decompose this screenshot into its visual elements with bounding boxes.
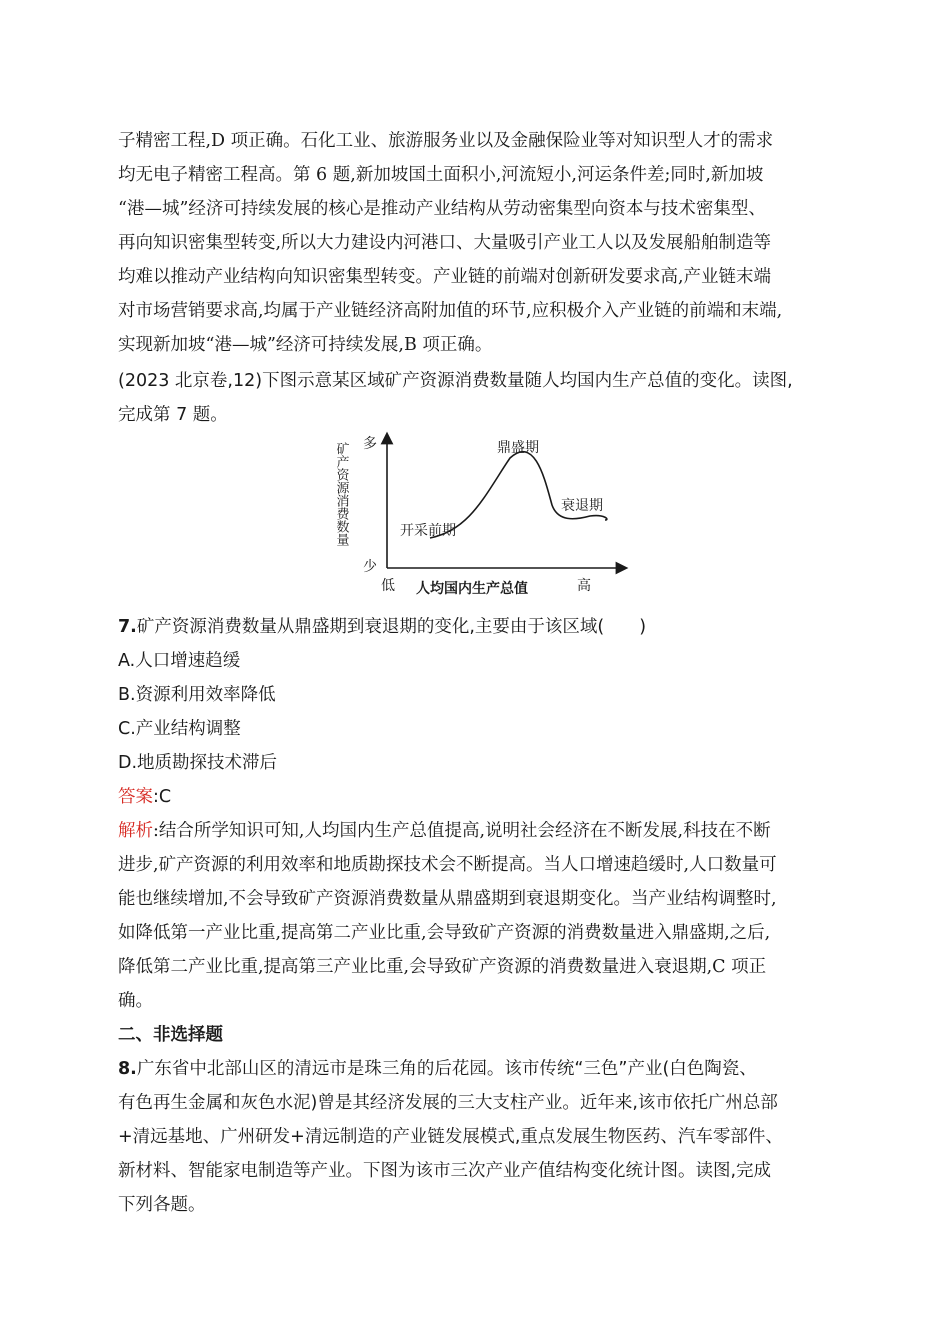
x-axis-min-label: 低	[381, 578, 395, 594]
text-line: 均无电子精密工程高。第 6 题,新加坡国土面积小,河流短小,河运条件差;同时,新加坡	[118, 165, 764, 185]
answer-label: 答案	[118, 787, 153, 807]
answer-value: C	[158, 787, 172, 807]
x-axis-max-label: 高	[577, 578, 591, 594]
text-line: 8.广东省中北部山区的清远市是珠三角的后花园。该市传统“三色”产业(白色陶瓷、	[118, 1059, 757, 1079]
intro-paragraph	[118, 124, 834, 362]
stage-label-decline: 衰退期	[561, 498, 603, 514]
text-line: 降低第二产业比重,提高第三产业比重,会导致矿产资源的消费数量进入衰退期,C 项正	[118, 957, 767, 977]
text-line: 再向知识密集型转变,所以大力建设内河港口、大量吸引产业工人以及发展船舶制造等	[118, 233, 772, 253]
answer-separator: :	[153, 787, 159, 807]
question-7-stem	[118, 610, 646, 644]
x-axis-title: 人均国内生产总值	[416, 581, 528, 597]
text-line: 新材料、智能家电制造等产业。下图为该市三次产业产值结构变化统计图。读图,完成	[118, 1161, 772, 1181]
answer-line	[118, 780, 171, 814]
option-b: B.资源利用效率降低	[118, 685, 276, 705]
text-line: 确。	[118, 991, 153, 1011]
question-source	[118, 364, 834, 432]
text-line: “港—城”经济可持续发展的核心是推动产业结构从劳动密集型向资本与技术密集型、	[118, 199, 766, 219]
option-a: A.人口增速趋缓	[118, 651, 241, 671]
consumption-curve	[430, 452, 607, 538]
question-text: 矿产资源消费数量从鼎盛期到衰退期的变化,主要由于该区域( )	[136, 617, 647, 637]
text-line: 如降低第一产业比重,提高第二产业比重,会导致矿产资源的消费数量进入鼎盛期,之后,	[118, 923, 771, 943]
text-line: 完成第 7 题。	[118, 405, 228, 425]
text-line: 能也继续增加,不会导致矿产资源消费数量从鼎盛期到衰退期变化。当产业结构调整时,	[118, 889, 777, 909]
text-line: 下列各题。	[118, 1195, 206, 1215]
question-8-paragraph	[118, 1052, 834, 1222]
y-axis-max-label: 多	[363, 436, 377, 452]
option-c: C.产业结构调整	[118, 719, 241, 739]
stage-label-early: 开采前期	[400, 523, 456, 539]
text-line: 实现新加坡“港—城”经济可持续发展,B 项正确。	[118, 335, 493, 355]
question-number: 7.	[118, 617, 137, 637]
text-line: 进步,矿产资源的利用效率和地质勘探技术会不断提高。当人口增速趋缓时,人口数量可	[118, 855, 777, 875]
section-title: 二、非选择题	[118, 1025, 223, 1045]
analysis-label: 解析	[118, 821, 153, 841]
figure-svg	[330, 430, 630, 605]
text-line: 有色再生金属和灰色水泥)曾是其经济发展的三大支柱产业。近年来,该市依托广州总部	[118, 1093, 778, 1113]
text-line: 解析:结合所学知识可知,人均国内生产总值提高,说明社会经济在不断发展,科技在不断	[118, 821, 771, 841]
text-line: 对市场营销要求高,均属于产业链经济高附加值的环节,应积极介入产业链的前端和末端,	[118, 301, 783, 321]
text-line: +清远基地、广州研发+清远制造的产业链发展模式,重点发展生物医药、汽车零部件、	[118, 1127, 783, 1147]
text-line: 子精密工程,D 项正确。石化工业、旅游服务业以及金融保险业等对知识型人才的需求	[118, 131, 774, 151]
stage-label-peak: 鼎盛期	[497, 440, 539, 456]
text-line: (2023 北京卷,12)下图示意某区域矿产资源消费数量随人均国内生产总值的变化。读图,	[118, 371, 793, 391]
question-number: 8.	[118, 1059, 137, 1079]
text-line: 均难以推动产业结构向知识密集型转变。产业链的前端对创新研发要求高,产业链末端	[118, 267, 772, 287]
y-axis-min-label: 少	[363, 559, 377, 575]
y-axis-title: 矿产资源消费数量	[333, 442, 349, 546]
analysis-paragraph	[118, 814, 834, 1018]
option-d: D.地质勘探技术滞后	[118, 753, 278, 773]
mineral-consumption-figure	[330, 430, 630, 605]
